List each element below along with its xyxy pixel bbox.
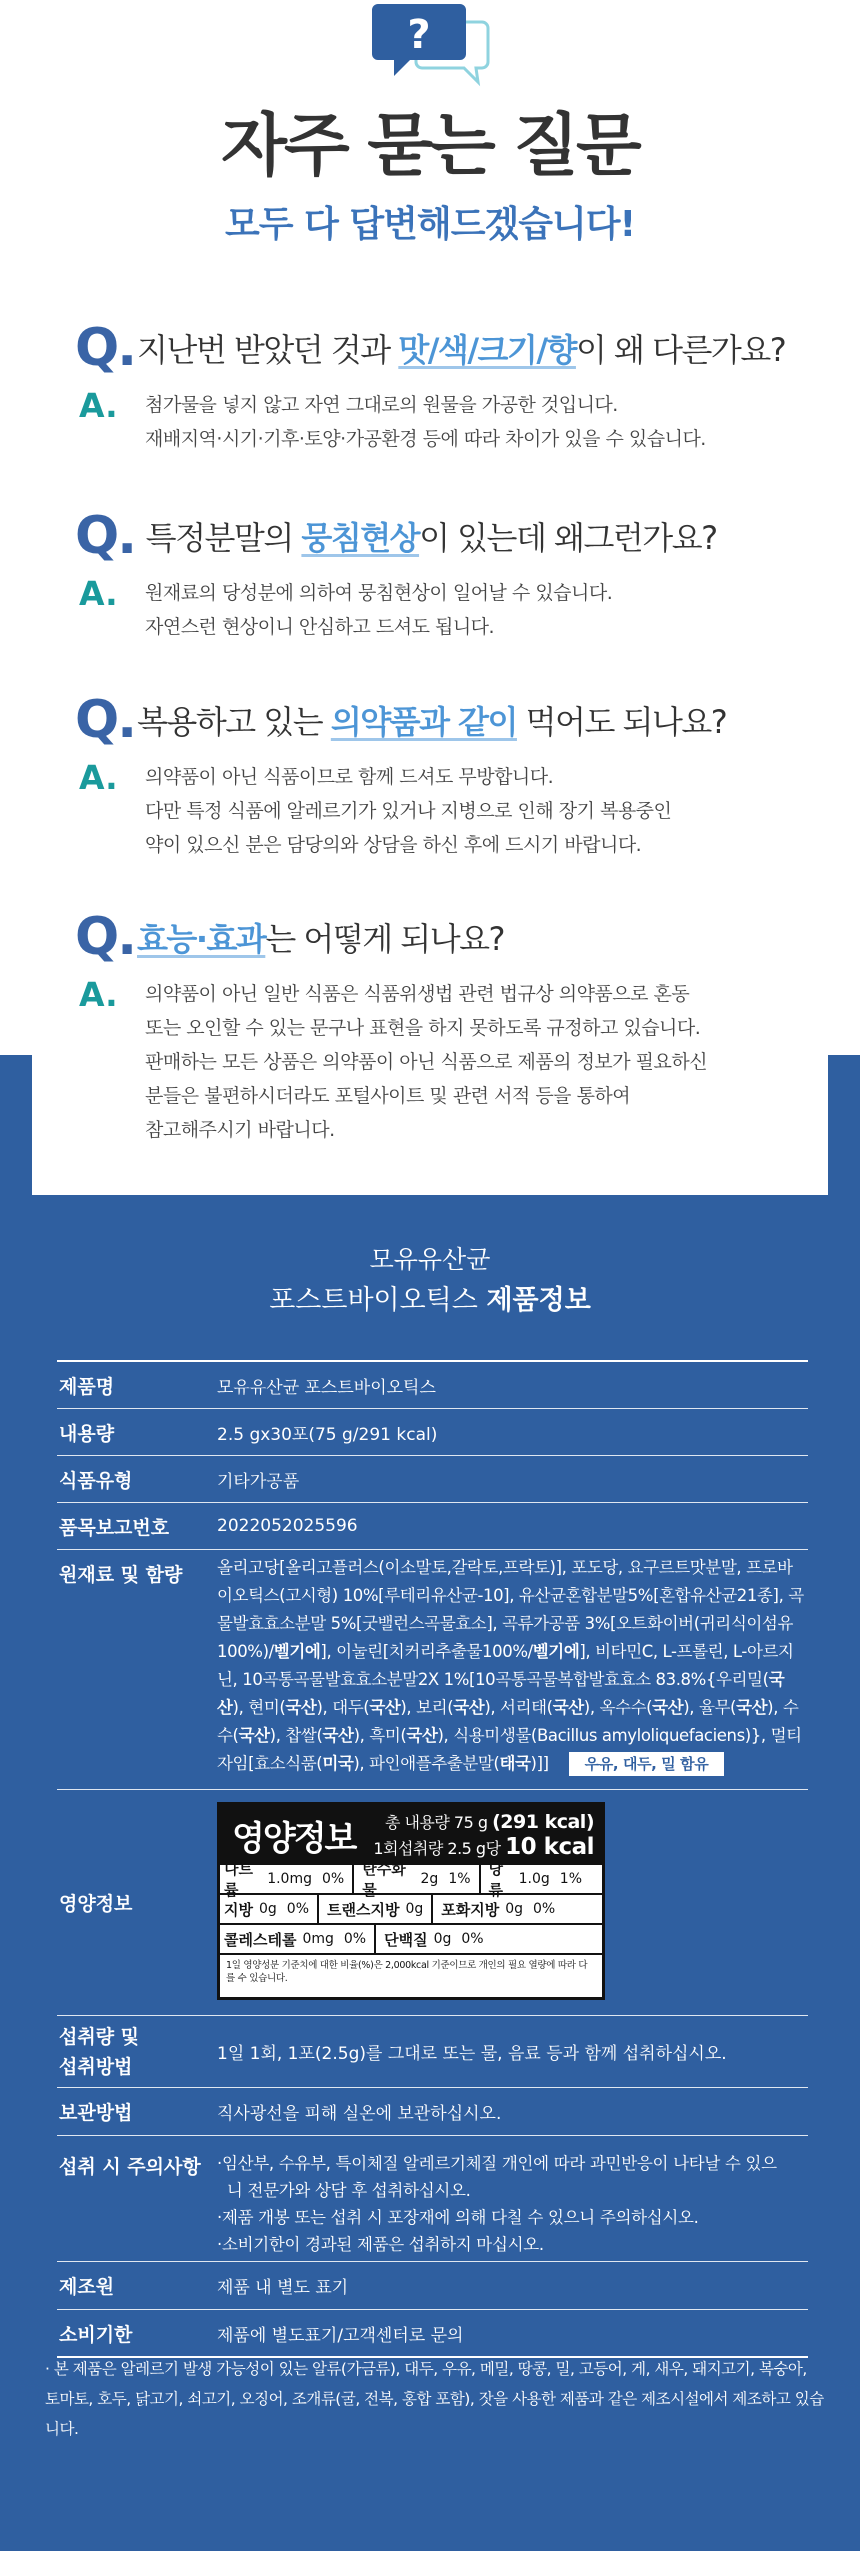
row-value: 제품에 별도표기/고객센터로 문의 <box>217 2325 464 2346</box>
raw-material-segment: ), 파인애플추출분말( <box>353 1754 500 1773</box>
caution-list <box>217 2136 777 2272</box>
question-mark: Q. <box>75 907 135 967</box>
raw-material-segment: ), 식용미생물(Bacillus amyloliquefaciens)}, 멀티자임[효소식품( <box>217 1726 802 1773</box>
answer-line: 원재료의 당성분에 의하여 뭉침현상이 일어날 수 있습니다. <box>145 582 613 604</box>
caution-item: ·소비기한이 경과된 제품은 섭취하지 마십시오. <box>217 2235 544 2254</box>
nutrition-row <box>220 1895 602 1925</box>
answer-line: 분들은 불편하시더라도 포털사이트 및 관련 서적 등을 통하여 <box>145 1085 631 1107</box>
origin-country: 벨기에 <box>532 1642 580 1661</box>
answer-line: 의약품이 아닌 일반 식품은 식품위생법 관련 법규상 의약품으로 혼동 <box>145 983 690 1005</box>
question-highlight: 효능·효과 <box>137 920 266 958</box>
table-row <box>57 2310 808 2358</box>
origin-country: 태국 <box>499 1754 531 1773</box>
question-row <box>75 690 815 750</box>
nutrient-sugar: 당류 1.0g 1% <box>488 1860 582 1899</box>
origin-country: 국산 <box>369 1698 401 1717</box>
answer-row <box>75 975 815 1147</box>
table-row <box>57 1362 808 1409</box>
faq-section <box>0 0 860 1055</box>
row-label: 원재료 및 함량 <box>59 1564 183 1586</box>
origin-country: 국산 <box>406 1726 438 1745</box>
answer-line: 참고해주시기 바랍니다. <box>145 1119 335 1141</box>
nutrient-sodium: 나트륨 1.0mg 0% <box>224 1865 354 1893</box>
question-text: 지난번 받았던 것과 맛/색/크기/향이 왜 다른가요? <box>137 331 786 369</box>
row-value: 직사광선을 피해 실온에 보관하십시오. <box>217 2104 502 2124</box>
raw-material-segment: 올리고당[올리고플러스(이소말토,갈락토,프락토)], 포도당, 요구르트맛분말, 프로바이오틱스(고시형) 10%[루테리유산균-10], 유산균혼합분말5%[혼합유산균21종], 곡물발효효소분말 5%[굿밸런스곡물효소], 곡류가공품 3%[오트화이버(귀리식이섬유100%)/ <box>217 1558 804 1661</box>
answer-line: 또는 오인할 수 있는 문구나 표현을 하지 못하도록 규정하고 있습니다. <box>145 1017 701 1039</box>
answer-line: 재배지역·시기·기후·토양·가공환경 등에 따라 차이가 있을 수 있습니다. <box>145 428 706 450</box>
origin-country: 국산 <box>552 1698 584 1717</box>
nutrition-facts-box <box>217 1802 605 2000</box>
page-subtitle: 모두 다 답변해드겠습니다! <box>224 204 636 245</box>
table-row <box>57 1790 808 2016</box>
nutrition-row <box>220 1925 602 1955</box>
row-value: 2022052025596 <box>217 1516 358 1536</box>
origin-country: 미국 <box>322 1754 354 1773</box>
table-row <box>57 1456 808 1503</box>
row-value: 기타가공품 <box>217 1471 300 1492</box>
nutrient-protein: 단백질 0g 0% <box>384 1930 484 1949</box>
answer-line: 약이 있으신 분은 담당의와 상담을 하신 후에 드시기 바랍니다. <box>145 834 642 856</box>
faq-item-2 <box>75 506 815 644</box>
answer-mark: A. <box>79 574 118 613</box>
row-value <box>217 1550 808 1789</box>
answer-line: 판매하는 모든 상품은 의약품이 아닌 식품으로 제품의 정보가 필요하신 <box>145 1051 708 1073</box>
raw-material-segment: ), 흑미( <box>353 1726 407 1745</box>
table-row <box>57 1503 808 1550</box>
row-label: 섭취 시 주의사항 <box>59 2156 201 2178</box>
question-highlight: 뭉침현상 <box>301 519 420 557</box>
answer-row <box>75 758 815 862</box>
raw-material-segment: ], 비타민C, L-프롤린, L-아르지닌, 10곡통곡물발효효소분말2X 1%[10곡통곡물복합발효효소 83.8%{우리밀( <box>217 1642 794 1689</box>
row-label: 섭취량 및 섭취방법 <box>59 2025 140 2078</box>
origin-country: 국산 <box>217 1670 785 1717</box>
row-label: 내용량 <box>59 1422 115 1445</box>
row-label: 영양정보 <box>59 1893 133 1915</box>
raw-material-segment: )]] <box>530 1754 549 1773</box>
raw-material-segment: ), 보리( <box>400 1698 454 1717</box>
total-volume: 총 내용량 75 g (291 kcal) <box>384 1810 594 1833</box>
faq-item-3 <box>75 690 815 862</box>
product-info-title <box>0 1240 860 1322</box>
question-highlight: 의약품과 같이 <box>330 703 517 741</box>
product-name-heading: 모유유산균 <box>369 1245 491 1274</box>
faq-item-1 <box>75 318 815 456</box>
caution-item: 니 전문가와 상담 후 섭취하십시오. <box>217 2181 471 2200</box>
nutrient-trans-fat: 트랜스지방 0g <box>327 1895 433 1923</box>
allergy-footnote: · 본 제품은 알레르기 발생 가능성이 있는 알류(가금류), 대두, 우유, 메밀, 땅콩, 밀, 고등어, 게, 새우, 돼지고기, 복숭아, 토마토, 호두, 닭고기, 쇠고기, 오징어, 조개류(굴, 전복, 홍합 포함), 잣을 사용한 제품과 같은 제조시설에서 제조하고 있습니다. <box>45 2360 824 2438</box>
svg-text:?: ? <box>407 12 431 58</box>
row-label: 품목보고번호 <box>59 1516 170 1539</box>
origin-country: 국산 <box>322 1726 354 1745</box>
question-mark: Q. <box>75 318 135 378</box>
raw-materials-text <box>217 1550 808 1778</box>
raw-material-segment: ), 수수( <box>217 1698 799 1745</box>
question-bubble-icon <box>370 0 490 98</box>
origin-country: 국산 <box>652 1698 684 1717</box>
table-row <box>57 2136 808 2262</box>
table-row <box>57 1550 808 1790</box>
faq-item-4-answer <box>75 975 815 1147</box>
page-title: 자주 묻는 질문 <box>221 107 639 186</box>
nutrition-header <box>220 1805 602 1865</box>
row-value: 2.5 gx30포(75 g/291 kcal) <box>217 1424 438 1445</box>
table-row <box>57 2016 808 2088</box>
raw-material-segment: ), 율무( <box>683 1698 737 1717</box>
row-value: 제품 내 별도 표기 <box>217 2278 349 2298</box>
row-label: 제품명 <box>59 1375 115 1398</box>
nutrition-footnote: 1일 영양성분 기준치에 대한 비율(%)은 2,000kcal 기준이므로 개인의 필요 열량에 따라 다를 수 있습니다. <box>226 1960 588 1984</box>
origin-country: 국산 <box>453 1698 485 1717</box>
question-text: 복용하고 있는 의약품과 같이 먹어도 되나요? <box>137 703 727 741</box>
answer-row <box>75 386 815 456</box>
question-highlight: 맛/색/크기/향 <box>398 331 576 369</box>
table-row <box>57 2262 808 2310</box>
answer-mark: A. <box>79 975 118 1014</box>
nutrient-saturated-fat: 포화지방 0g 0% <box>441 1900 556 1919</box>
raw-material-segment: ), 현미( <box>232 1698 286 1717</box>
answer-line: 다만 특정 식품에 알레르기가 있거나 지병으로 인해 장기 복용중인 <box>145 800 672 822</box>
caution-item: ·제품 개봉 또는 섭취 시 포장재에 의해 다칠 수 있으니 주의하십시오. <box>217 2208 699 2227</box>
answer-line: 첨가물을 넣지 않고 자연 그대로의 원물을 가공한 것입니다. <box>145 394 618 416</box>
answer-line: 의약품이 아닌 식품이므로 함께 드셔도 무방합니다. <box>145 766 554 788</box>
question-row <box>75 506 815 566</box>
question-text: 효능·효과는 어떻게 되나요? <box>137 920 505 958</box>
faq-item-4 <box>75 907 815 967</box>
nutrition-title: 영양정보 <box>232 1818 356 1859</box>
row-value <box>217 2136 808 2261</box>
raw-material-segment: ), 대두( <box>316 1698 370 1717</box>
row-label: 식품유형 <box>59 1469 133 1492</box>
origin-country: 국산 <box>238 1726 270 1745</box>
raw-material-segment: ], 이눌린[치커리추출물100%/ <box>320 1642 533 1661</box>
row-label: 소비기한 <box>59 2323 133 2346</box>
nutrient-fat: 지방 0g 0% <box>224 1895 319 1923</box>
row-label: 제조원 <box>59 2276 115 2298</box>
raw-material-segment: ), 옥수수( <box>583 1698 653 1717</box>
allergen-badge: 우유, 대두, 밀 함유 <box>569 1752 725 1776</box>
table-row <box>57 2088 808 2136</box>
answer-line: 자연스런 현상이니 안심하고 드셔도 됩니다. <box>145 616 495 638</box>
origin-country: 국산 <box>285 1698 317 1717</box>
row-value: 1일 1회, 1포(2.5g)를 그대로 또는 물, 음료 등과 함께 섭취하십시오. <box>217 2044 727 2064</box>
question-row <box>75 907 815 967</box>
nutrition-row <box>220 1860 602 1899</box>
caution-item: ·임산부, 수유부, 특이체질 알레르기체질 개인에 따라 과민반응이 나타날 수 있으 <box>217 2154 777 2173</box>
row-value: 모유유산균 포스트바이오틱스 <box>217 1377 436 1398</box>
product-info-table <box>57 1360 808 2358</box>
answer-mark: A. <box>79 386 118 425</box>
row-value <box>217 1790 808 2015</box>
table-row <box>57 1409 808 1456</box>
question-mark: Q. <box>75 690 135 750</box>
answer-mark: A. <box>79 758 118 797</box>
product-info-heading: 포스트바이오틱스 제품정보 <box>269 1285 591 1316</box>
origin-country: 벨기에 <box>273 1642 321 1661</box>
nutrient-carbohydrate: 탄수화물 2g 1% <box>362 1865 480 1893</box>
question-row <box>75 318 815 378</box>
question-text: 특정분말의 뭉침현상이 있는데 왜그런가요? <box>137 519 717 557</box>
serving-size: 1회섭취량 2.5 g당 10 kcal <box>373 1833 594 1860</box>
question-mark: Q. <box>75 506 135 566</box>
raw-material-segment: ), 서리태( <box>484 1698 553 1717</box>
nutrient-cholesterol: 콜레스테롤 0mg 0% <box>224 1925 376 1953</box>
origin-country: 국산 <box>736 1698 768 1717</box>
answer-row <box>75 574 815 644</box>
row-label: 보관방법 <box>59 2102 133 2124</box>
raw-material-segment: ), 찹쌀( <box>269 1726 323 1745</box>
